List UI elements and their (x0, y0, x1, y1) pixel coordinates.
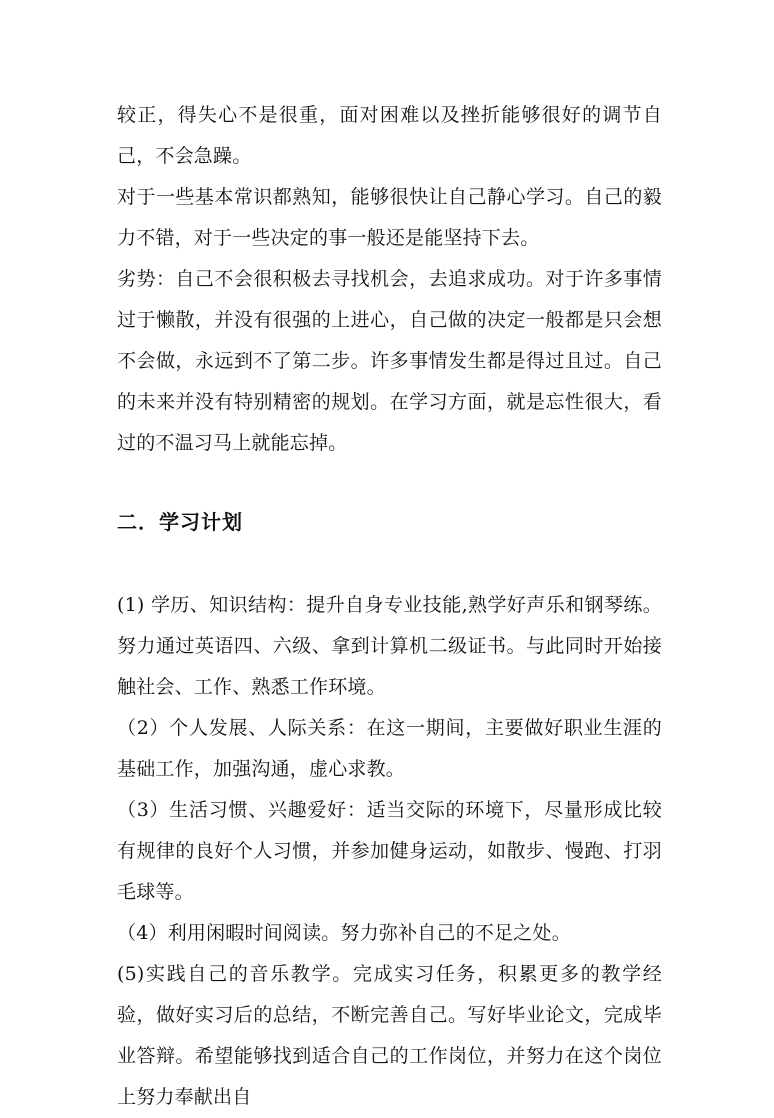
plan-item-personal-development: （2）个人发展、人际关系：在这一期间，主要做好职业生涯的基础工作，加强沟通，虚心求教。 (117, 717, 662, 780)
paragraph-weaknesses: 劣势：自己不会很积极去寻找机会，去追求成功。对于许多事情过于懒散，并没有很强的上进心，自己做的决定一般都是只会想不会做，永远到不了第二步。许多事情发生都是得过且过。自己的未来并没有特别精密的规划。在学习方面，就是忘性很大，看过的不温习马上就能忘掉。 (117, 268, 662, 454)
paragraph-composure: 较正，得失心不是很重，面对困难以及挫折能够很好的调节自己，不会急躁。 (117, 104, 662, 167)
plan-item-reading: （4）利用闲暇时间阅读。努力弥补自己的不足之处。 (117, 922, 571, 944)
document-body (117, 95, 662, 1118)
plan-item-habits: （3）生活习惯、兴趣爱好：适当交际的环境下，尽量形成比较有规律的良好个人习惯，并参加健身运动，如散步、慢跑、打羽毛球等。 (117, 799, 662, 903)
section-heading-study-plan: 二．学习计划 (117, 510, 243, 534)
plan-item-education: (1) 学历、知识结构：提升自身专业技能,熟学好声乐和钢琴练。努力通过英语四、六级、拿到计算机二级证书。与此同时开始接触社会、工作、熟悉工作环境。 (117, 594, 662, 698)
paragraph-perseverance: 对于一些基本常识都熟知，能够很快让自己静心学习。自己的毅力不错，对于一些决定的事一般还是能坚持下去。 (117, 186, 662, 249)
plan-item-teaching-practice: (5)实践自己的音乐教学。完成实习任务，积累更多的教学经验，做好实习后的总结，不断完善自己。写好毕业论文，完成毕业答辩。希望能够找到适合自己的工作岗位，并努力在这个岗位上努力奉献出自 (117, 963, 662, 1108)
